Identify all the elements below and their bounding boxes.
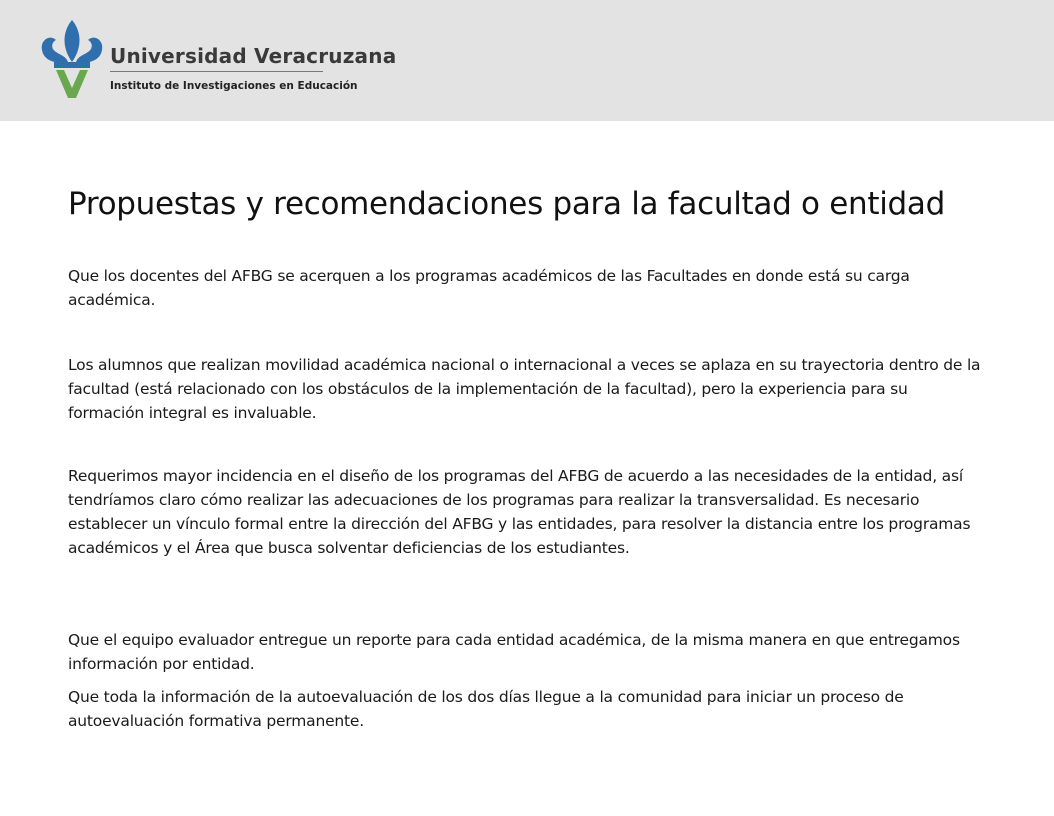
- header-divider: [110, 71, 323, 72]
- paragraph-1: Que los docentes del AFBG se acerquen a los programas académicos de las Facultades en donde está su carga académica.: [68, 267, 910, 309]
- university-name: Universidad Veracruzana: [110, 44, 397, 68]
- uv-logo-icon: [40, 18, 104, 100]
- page-title: Propuestas y recomendaciones para la facultad o entidad: [68, 186, 945, 222]
- paragraph-5: Que toda la información de la autoevaluación de los dos días llegue a la comunidad para iniciar un proceso de autoevaluación formativa permanente.: [68, 688, 904, 730]
- paragraph-4: Que el equipo evaluador entregue un reporte para cada entidad académica, de la misma manera en que entregamos información por entidad.: [68, 631, 960, 673]
- header-banner: [0, 0, 1054, 121]
- paragraph-2: Los alumnos que realizan movilidad académica nacional o internacional a veces se aplaza en su trayectoria dentro de la facultad (está relacionado con los obstáculos de la implementación de la facultad), pero la experiencia para su formación integral es invaluable.: [68, 356, 981, 422]
- paragraph-3: Requerimos mayor incidencia en el diseño de los programas del AFBG de acuerdo a las necesidades de la entidad, así tendríamos claro cómo realizar las adecuaciones de los programas para realizar la transversalidad. Es necesario establecer un vínculo formal entre la dirección del AFBG y las entidades, para resolver la distancia entre los programas académicos y el Área que busca solventar deficiencias de los estudiantes.: [68, 467, 971, 557]
- institute-name: Instituto de Investigaciones en Educación: [110, 80, 358, 92]
